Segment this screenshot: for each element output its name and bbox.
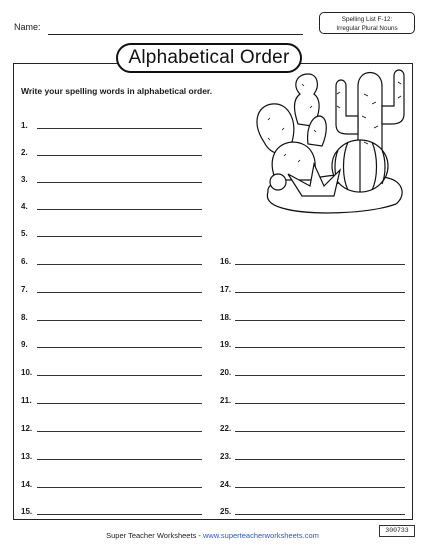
entry-24 [220,477,410,489]
entry-18 [220,310,410,322]
entry-20 [220,365,410,377]
entry-19 [220,337,410,349]
entry-23 [220,449,410,461]
spelling-list-line-2: Irregular Plural Nouns [336,25,398,32]
name-field[interactable] [48,34,303,35]
entry-8 [21,310,206,322]
entry-number: 16. [220,257,232,266]
answer-line[interactable] [235,487,405,488]
worksheet-title: Alphabetical Order [116,43,302,73]
entry-number: 2. [21,148,28,157]
answer-line[interactable] [235,292,405,293]
answer-line[interactable] [37,347,202,348]
entry-number: 20. [220,368,232,377]
entry-6 [21,254,206,266]
entry-2 [21,145,206,157]
answer-line[interactable] [235,431,405,432]
entry-25 [220,504,410,516]
entry-number: 25. [220,507,232,516]
entry-7 [21,282,206,294]
answer-line[interactable] [37,514,202,515]
entry-number: 18. [220,313,232,322]
entry-11 [21,393,206,405]
answer-line[interactable] [37,128,202,129]
entry-9 [21,337,206,349]
entry-3 [21,172,206,184]
entry-10 [21,365,206,377]
footer-url-link[interactable]: www.superteacherworksheets.com [202,531,319,540]
entry-number: 15. [21,507,33,516]
entry-17 [220,282,410,294]
answer-line[interactable] [235,320,405,321]
entry-number: 6. [21,257,28,266]
cactus-illustration [248,46,408,222]
answer-line[interactable] [235,264,405,265]
entry-16 [220,254,410,266]
answer-line[interactable] [235,403,405,404]
entry-5 [21,226,206,238]
entry-number: 9. [21,340,28,349]
answer-line[interactable] [235,514,405,515]
answer-line[interactable] [235,347,405,348]
answer-line[interactable] [37,320,202,321]
footer [0,531,425,540]
answer-line[interactable] [37,209,202,210]
entry-number: 1. [21,121,28,130]
entry-number: 17. [220,285,232,294]
answer-line[interactable] [37,264,202,265]
answer-line[interactable] [235,459,405,460]
entry-1 [21,118,206,130]
answer-line[interactable] [37,431,202,432]
entry-number: 5. [21,229,28,238]
answer-line[interactable] [37,375,202,376]
entry-number: 22. [220,424,232,433]
entry-number: 14. [21,480,33,489]
answer-line[interactable] [235,375,405,376]
answer-line[interactable] [37,292,202,293]
entry-21 [220,393,410,405]
name-label: Name: [14,22,41,32]
entry-number: 19. [220,340,232,349]
spelling-list-box [319,12,415,34]
entry-13 [21,449,206,461]
spelling-list-line-1: Spelling List F-12: [341,16,393,23]
answer-line[interactable] [37,182,202,183]
answer-line[interactable] [37,155,202,156]
entry-number: 8. [21,313,28,322]
entry-4 [21,199,206,211]
answer-line[interactable] [37,459,202,460]
entry-number: 23. [220,452,232,461]
answer-line[interactable] [37,403,202,404]
entry-number: 21. [220,396,232,405]
instructions: Write your spelling words in alphabetical order. [21,86,213,96]
entry-15 [21,504,206,516]
answer-line[interactable] [37,487,202,488]
entry-14 [21,477,206,489]
entry-22 [220,421,410,433]
entry-number: 13. [21,452,33,461]
worksheet-code: 300733 [379,525,415,537]
entry-number: 7. [21,285,28,294]
entry-12 [21,421,206,433]
entry-number: 3. [21,175,28,184]
entry-number: 12. [21,424,33,433]
entry-number: 4. [21,202,28,211]
entry-number: 11. [21,396,32,405]
entry-number: 10. [21,368,33,377]
answer-line[interactable] [37,236,202,237]
entry-number: 24. [220,480,232,489]
footer-brand: Super Teacher Worksheets - [106,531,203,540]
